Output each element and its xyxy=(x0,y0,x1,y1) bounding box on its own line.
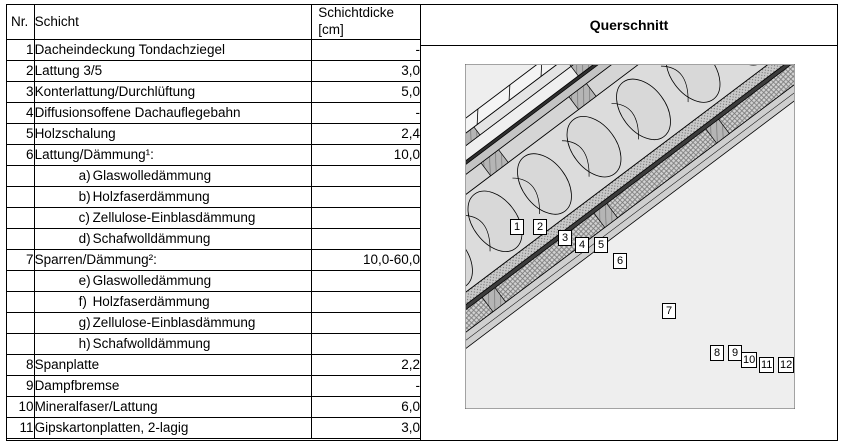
column-header-nr: Nr. xyxy=(7,5,34,39)
cell-thickness xyxy=(312,291,420,312)
cell-layer-name xyxy=(34,312,312,333)
cell-thickness xyxy=(312,165,420,186)
table-row xyxy=(7,60,420,81)
table-row xyxy=(7,165,420,186)
cell-thickness: 10,0-60,0 xyxy=(312,249,420,270)
cell-number xyxy=(7,333,34,354)
table-row xyxy=(7,375,420,396)
cell-sub-name: Holzfaserdämmung xyxy=(92,189,210,204)
cell-layer-name xyxy=(34,270,312,291)
cell-thickness: 6,0 xyxy=(312,396,420,417)
cell-number xyxy=(7,270,34,291)
table-row xyxy=(7,312,420,333)
figure-body xyxy=(421,46,837,440)
cross-section-panel xyxy=(421,5,837,440)
cell-number xyxy=(7,228,34,249)
callout-7: 7 xyxy=(662,303,676,319)
table-row xyxy=(7,102,420,123)
cell-layer-name xyxy=(34,291,312,312)
table-body xyxy=(7,39,420,438)
cell-sub-name: Glaswolledämmung xyxy=(92,273,212,288)
layer-table xyxy=(7,5,420,439)
callout-2: 2 xyxy=(533,219,547,235)
cell-layer-name: Gipskartonplatten, 2-lagig xyxy=(34,417,312,438)
cell-thickness xyxy=(312,186,420,207)
table-row xyxy=(7,249,420,270)
callout-1: 1 xyxy=(510,219,524,235)
column-header-layer: Schicht xyxy=(34,5,312,39)
cell-thickness: - xyxy=(312,102,420,123)
cell-number: 7 xyxy=(7,249,34,270)
table-row xyxy=(7,186,420,207)
table-row xyxy=(7,291,420,312)
column-header-thickness xyxy=(312,5,420,39)
layer-table-panel xyxy=(7,5,421,440)
cell-sub-name: Schafwolldämmung xyxy=(92,231,211,246)
cell-layer-name: Sparren/Dämmung²: xyxy=(34,249,312,270)
table-row xyxy=(7,207,420,228)
cell-number: 6 xyxy=(7,144,34,165)
cell-thickness xyxy=(312,207,420,228)
cell-thickness xyxy=(312,333,420,354)
cell-sub-letter: h) xyxy=(78,336,91,351)
cell-layer-name: Lattung 3/5 xyxy=(34,60,312,81)
cell-sub-letter: g) xyxy=(78,315,91,330)
callout-10: 10 xyxy=(743,354,756,366)
cell-sub-letter: c) xyxy=(78,210,90,225)
cell-number: 10 xyxy=(7,396,34,417)
table-row xyxy=(7,270,420,291)
cell-thickness: 2,4 xyxy=(312,123,420,144)
callout-3: 3 xyxy=(558,230,572,246)
callout-11: 11 xyxy=(761,359,773,371)
callout-6: 6 xyxy=(613,253,627,269)
table-row xyxy=(7,144,420,165)
cell-layer-name: Dacheindeckung Tondachziegel xyxy=(34,39,312,60)
cell-sub-letter: b) xyxy=(78,189,91,204)
cell-number: 1 xyxy=(7,39,34,60)
cell-number: 4 xyxy=(7,102,34,123)
cell-thickness: - xyxy=(312,375,420,396)
cell-layer-name: Mineralfaser/Lattung xyxy=(34,396,312,417)
callout-5: 5 xyxy=(594,237,608,253)
table-row xyxy=(7,354,420,375)
table-row xyxy=(7,123,420,144)
cell-layer-name: Spanplatte xyxy=(34,354,312,375)
cell-sub-letter: e) xyxy=(78,273,91,288)
table-row xyxy=(7,396,420,417)
cell-sub-name: Zellulose-Einblasdämmung xyxy=(92,210,256,225)
cell-number: 8 xyxy=(7,354,34,375)
cell-thickness: 3,0 xyxy=(312,60,420,81)
cell-thickness: 5,0 xyxy=(312,81,420,102)
table-row xyxy=(7,228,420,249)
callout-4: 4 xyxy=(575,237,589,253)
cell-sub-name: Glaswolledämmung xyxy=(92,168,212,183)
cell-thickness xyxy=(312,228,420,249)
cell-layer-name: Lattung/Dämmung¹: xyxy=(34,144,312,165)
cell-sub-letter: a) xyxy=(78,168,91,183)
callout-8: 8 xyxy=(710,345,724,361)
cell-sub-letter: d) xyxy=(78,231,91,246)
cell-layer-name xyxy=(34,186,312,207)
cell-thickness: 10,0 xyxy=(312,144,420,165)
cell-thickness: - xyxy=(312,39,420,60)
cell-number: 9 xyxy=(7,375,34,396)
cell-sub-name: Schafwolldämmung xyxy=(92,336,211,351)
cell-layer-name xyxy=(34,165,312,186)
cell-sub-name: Zellulose-Einblasdämmung xyxy=(92,315,256,330)
column-header-thickness-line1: Schichtdicke xyxy=(318,5,395,20)
table-header xyxy=(7,5,420,39)
cell-number: 11 xyxy=(7,417,34,438)
content-frame xyxy=(6,4,838,441)
cell-layer-name: Holzschalung xyxy=(34,123,312,144)
cell-number xyxy=(7,186,34,207)
cell-layer-name xyxy=(34,207,312,228)
figure-title: Querschnitt xyxy=(421,5,837,46)
table-row xyxy=(7,417,420,438)
cell-layer-name xyxy=(34,228,312,249)
cell-layer-name xyxy=(34,333,312,354)
table-header-row xyxy=(7,5,420,39)
cell-thickness xyxy=(312,270,420,291)
cell-number xyxy=(7,291,34,312)
cell-number xyxy=(7,165,34,186)
cell-layer-name: Konterlattung/Durchlüftung xyxy=(34,81,312,102)
cell-thickness: 2,2 xyxy=(312,354,420,375)
cell-number xyxy=(7,207,34,228)
callout-12: 12 xyxy=(780,359,793,371)
cell-thickness: 3,0 xyxy=(312,417,420,438)
cell-number: 5 xyxy=(7,123,34,144)
cell-number: 3 xyxy=(7,81,34,102)
cell-sub-name: Holzfaserdämmung xyxy=(92,294,210,309)
cell-number: 2 xyxy=(7,60,34,81)
table-row xyxy=(7,39,420,60)
callout-9: 9 xyxy=(728,345,742,361)
column-header-thickness-line2: [cm] xyxy=(318,21,344,37)
table-row xyxy=(7,333,420,354)
cell-layer-name: Dampfbremse xyxy=(34,375,312,396)
cell-number xyxy=(7,312,34,333)
cell-layer-name: Diffusionsoffene Dachauflegebahn xyxy=(34,102,312,123)
cell-thickness xyxy=(312,312,420,333)
table-row xyxy=(7,81,420,102)
cell-sub-letter: f) xyxy=(78,294,87,309)
